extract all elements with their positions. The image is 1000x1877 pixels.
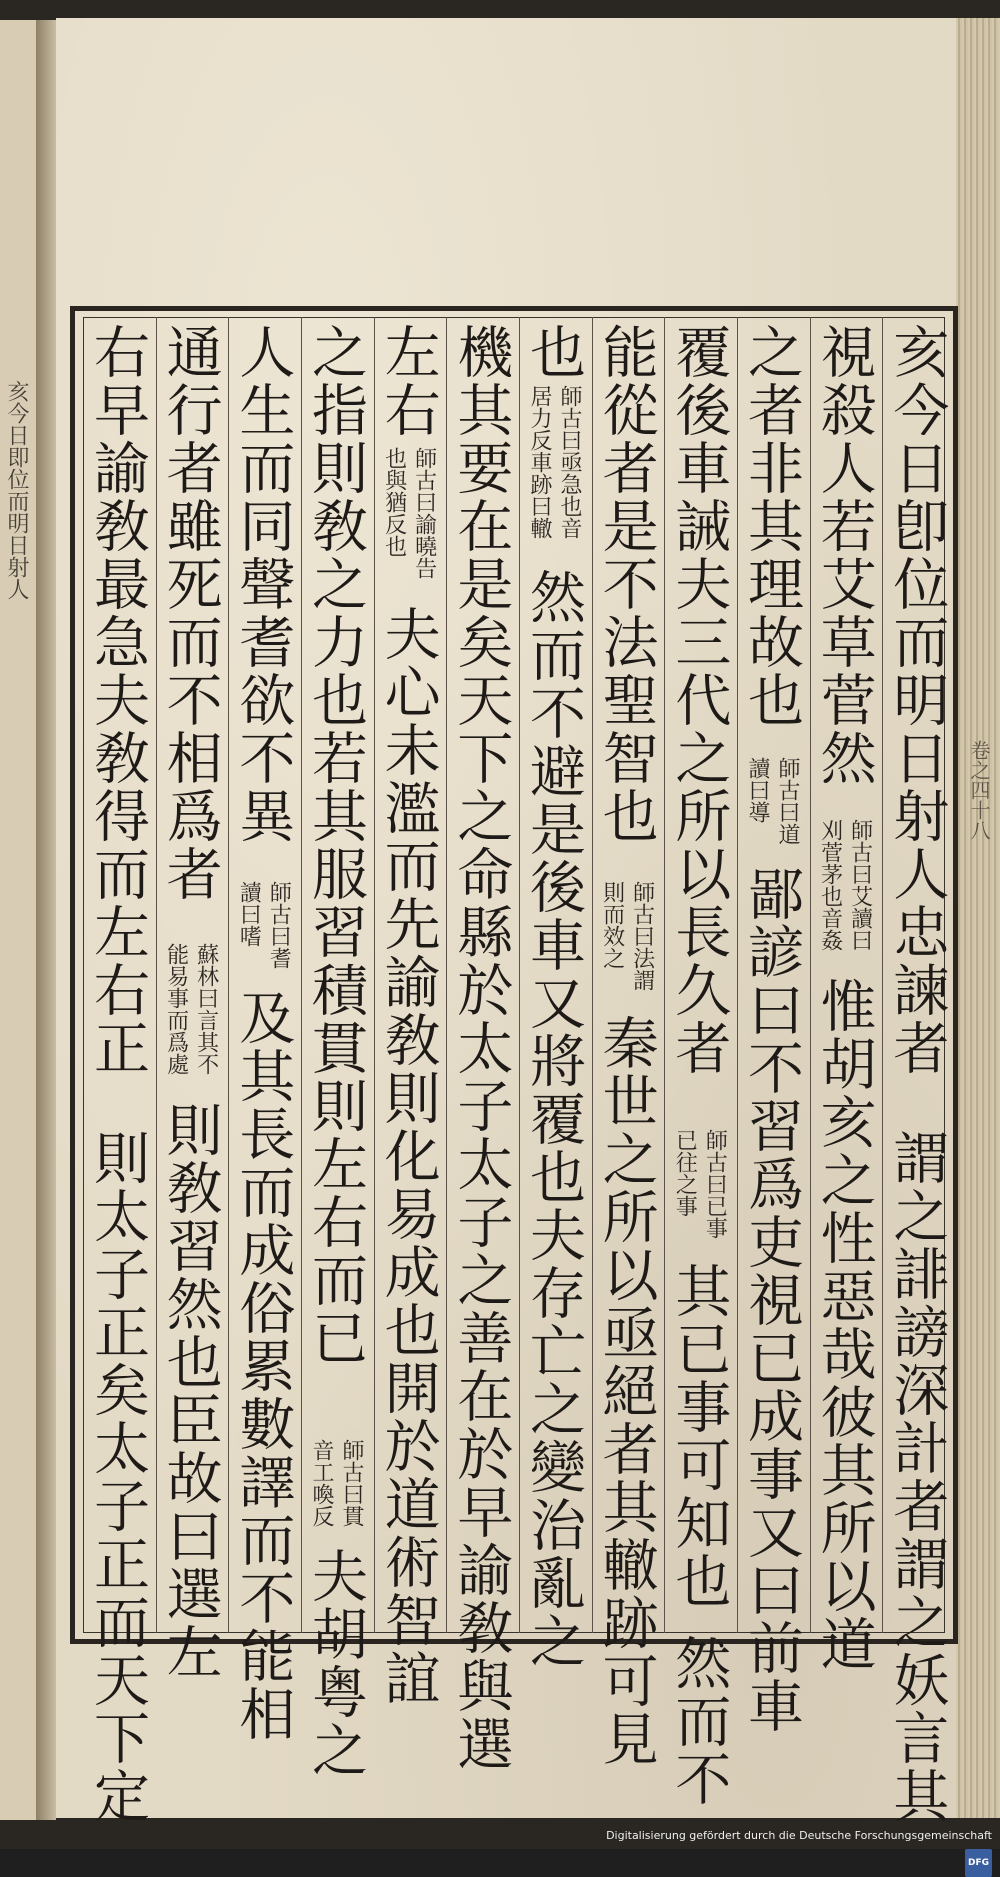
main-text: 其已事可知也 [666, 1262, 732, 1610]
commentary-note: 蘇林曰言其不 [193, 943, 219, 1075]
text-column [660, 323, 733, 1808]
commentary-note: 讀曰導 [745, 757, 770, 823]
main-text: 視殺人若艾草菅然 [811, 323, 877, 787]
column-rule [519, 317, 520, 1633]
margin-label: 卷之四十八 [967, 740, 991, 840]
commentary-note: 能易事而爲處 [163, 943, 189, 1075]
column-rule [592, 317, 593, 1633]
column-rule [374, 317, 375, 1633]
commentary-note: 也與猶反也 [381, 447, 407, 557]
main-text: 則敎習然也臣故曰選左 [157, 1101, 223, 1681]
column-rule [664, 317, 665, 1633]
column-rule [882, 317, 883, 1633]
commentary-note: 刈菅茅也音姦 [817, 819, 843, 951]
page-edges [956, 18, 1000, 1818]
main-text: 夫胡粤之 [303, 1547, 368, 1779]
text-column [370, 323, 443, 1707]
commentary-note: 師古曰亟急也音 [557, 385, 582, 539]
text-column [442, 323, 515, 1773]
main-text: 之者非其理故也 [739, 323, 804, 729]
main-text: 左右 [375, 323, 441, 439]
commentary-note: 師古曰諭曉告 [411, 447, 437, 579]
text-column [152, 323, 225, 1681]
main-text: 能從者是不法聖智也 [593, 323, 659, 845]
column-rule [446, 317, 447, 1633]
main-text: 右早諭敎最急夫敎得而左右正 [85, 323, 150, 1077]
text-column [515, 323, 588, 1670]
column-rule [228, 317, 229, 1633]
main-text: 機其要在是矣天下之命縣於太子太子之善在於早諭敎與選 [448, 323, 514, 1773]
main-text: 及其長而成俗累數譯而不能相 [230, 989, 296, 1743]
main-text: 覆後車誡夫三代之所以長久者 [666, 323, 732, 1077]
column-rule [301, 317, 302, 1633]
main-text: 然而不 [666, 1634, 732, 1808]
column-rule [156, 317, 157, 1633]
text-column [878, 323, 951, 1825]
main-text: 通行者雖死而不相爲者 [157, 323, 223, 903]
main-text: 則太子正矣太子正而天下定 [85, 1129, 150, 1825]
footer-text: Digitalisierung gefördert durch die Deutsche Forschungsgemeinschaft [606, 1829, 992, 1842]
main-text: 之指則敎之力也若其服習積貫則左右而已 [303, 323, 368, 1367]
commentary-note: 居力反車跡曰轍 [527, 385, 552, 539]
text-column [806, 323, 879, 1673]
text-column [79, 323, 152, 1825]
main-text: 鄙諺曰不習爲吏視已成事又曰前車 [739, 865, 804, 1735]
main-text: 亥今日卽位而明日射人忠諫者 [884, 323, 950, 1077]
text-column [733, 323, 806, 1735]
commentary-note: 則而效之 [599, 881, 625, 969]
text-column [297, 323, 370, 1779]
commentary-note: 師古曰貫 [339, 1439, 364, 1527]
commentary-note: 師古曰法謂 [629, 881, 655, 991]
commentary-note: 師古曰道 [775, 757, 800, 845]
gutter [36, 20, 56, 1820]
text-block-frame [70, 306, 958, 1825]
left-page-text: 亥今日即位而明日射人 [4, 380, 29, 600]
main-text: 也 [521, 323, 586, 381]
footer-credit [600, 1823, 1000, 1868]
commentary-note: 師古曰耆 [266, 881, 292, 969]
main-text: 謂之誹謗深計者謂之妖言其 [884, 1129, 950, 1825]
main-text: 秦世之所以亟絕者其轍跡可見 [593, 1014, 659, 1768]
commentary-note: 師古曰已事 [702, 1129, 728, 1239]
dfg-logo-icon: DFG [965, 1849, 992, 1877]
commentary-note: 讀曰嗜 [236, 881, 262, 947]
column-rule [737, 317, 738, 1633]
column-rule [810, 317, 811, 1633]
left-page-edge [0, 20, 38, 1820]
main-text: 人生而同聲耆欲不異 [230, 323, 296, 845]
commentary-note: 音工喚反 [309, 1439, 334, 1527]
commentary-note: 師古曰艾讀曰 [847, 819, 873, 951]
text-column [224, 323, 297, 1743]
main-text: 惟胡亥之性惡哉彼其所以道 [811, 977, 877, 1673]
main-text: 然而不避是後車又將覆也夫存亡之變治亂之 [521, 568, 586, 1670]
commentary-note: 已往之事 [672, 1129, 698, 1217]
main-text: 夫心未濫而先諭敎則化易成也開於道術智誼 [375, 605, 441, 1707]
text-column [588, 323, 661, 1768]
